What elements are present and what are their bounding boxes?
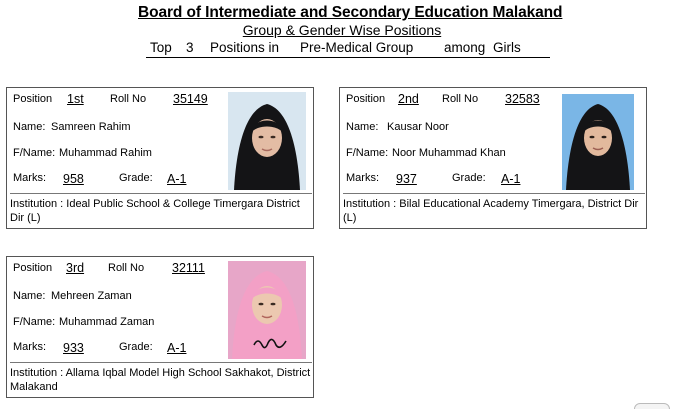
marks-value: 937 (396, 172, 417, 186)
grade-label: Grade: (119, 172, 153, 184)
institution-label: Institution : (10, 198, 64, 210)
positions-gender: Girls (493, 40, 521, 55)
position-value: 1st (67, 92, 84, 106)
scroll-corner-widget (634, 403, 670, 409)
positions-among-word: among (444, 40, 486, 55)
grade-label: Grade: (119, 341, 153, 353)
student-portrait-image (228, 261, 306, 359)
father-name-label: F/Name: (13, 316, 56, 328)
roll-no-label: Roll No (108, 262, 145, 274)
marks-label: Marks: (13, 172, 46, 184)
institution-row (10, 193, 312, 225)
student-portrait-image (228, 92, 306, 190)
father-name-value: Muhammad Zaman (59, 316, 155, 328)
institution-value: Bilal Educational Academy Timergara, District Dir (L) (343, 198, 639, 224)
roll-no-value: 32583 (505, 92, 540, 106)
father-name-label: F/Name: (13, 147, 56, 159)
marks-label: Marks: (13, 341, 46, 353)
grade-label: Grade: (452, 172, 486, 184)
roll-no-label: Roll No (442, 93, 479, 105)
student-photo (562, 94, 634, 190)
roll-no-label: Roll No (110, 93, 147, 105)
positions-count: 3 (186, 40, 194, 55)
name-value: Samreen Rahim (51, 121, 131, 133)
roll-no-value: 32111 (172, 261, 205, 275)
grade-value: A-1 (501, 172, 521, 186)
grade-value: A-1 (167, 341, 187, 355)
institution-label: Institution : (10, 367, 64, 379)
roll-no-value: 35149 (173, 92, 208, 106)
father-name-value: Noor Muhammad Khan (392, 147, 506, 159)
student-card-2 (339, 87, 647, 229)
marks-value: 958 (63, 172, 84, 186)
header-divider (146, 57, 550, 58)
institution-label: Institution : (343, 198, 397, 210)
name-label: Name: (13, 121, 46, 133)
positions-top-word: Top (150, 40, 172, 55)
student-card-3 (6, 256, 314, 398)
name-label: Name: (13, 290, 46, 302)
name-value: Mehreen Zaman (51, 290, 132, 302)
position-value: 3rd (66, 261, 85, 275)
positions-word: Positions in (210, 40, 280, 55)
position-label: Position (13, 262, 53, 274)
page-subtitle: Group & Gender Wise Positions (242, 22, 442, 38)
father-name-value: Muhammad Rahim (59, 147, 152, 159)
page-title: Board of Intermediate and Secondary Education Malakand (138, 4, 563, 21)
institution-row (10, 362, 312, 394)
student-card-1 (6, 87, 314, 229)
marks-label: Marks: (346, 172, 379, 184)
father-name-label: F/Name: (346, 147, 389, 159)
student-photo (228, 261, 306, 359)
position-label: Position (346, 93, 386, 105)
position-label: Position (13, 93, 53, 105)
marks-value: 933 (63, 341, 84, 355)
grade-value: A-1 (167, 172, 187, 186)
student-photo (228, 92, 306, 190)
positions-group: Pre-Medical Group (300, 40, 414, 55)
institution-row (343, 193, 645, 225)
position-value: 2nd (398, 92, 419, 106)
institution-value: Allama Iqbal Model High School Sakhakot, District Malakand (10, 367, 311, 393)
document-header (0, 0, 674, 62)
name-label: Name: (346, 121, 379, 133)
name-value: Kausar Noor (387, 121, 449, 133)
student-portrait-image (562, 94, 634, 190)
institution-value: Ideal Public School & College Timergara District Dir (L) (10, 198, 300, 224)
